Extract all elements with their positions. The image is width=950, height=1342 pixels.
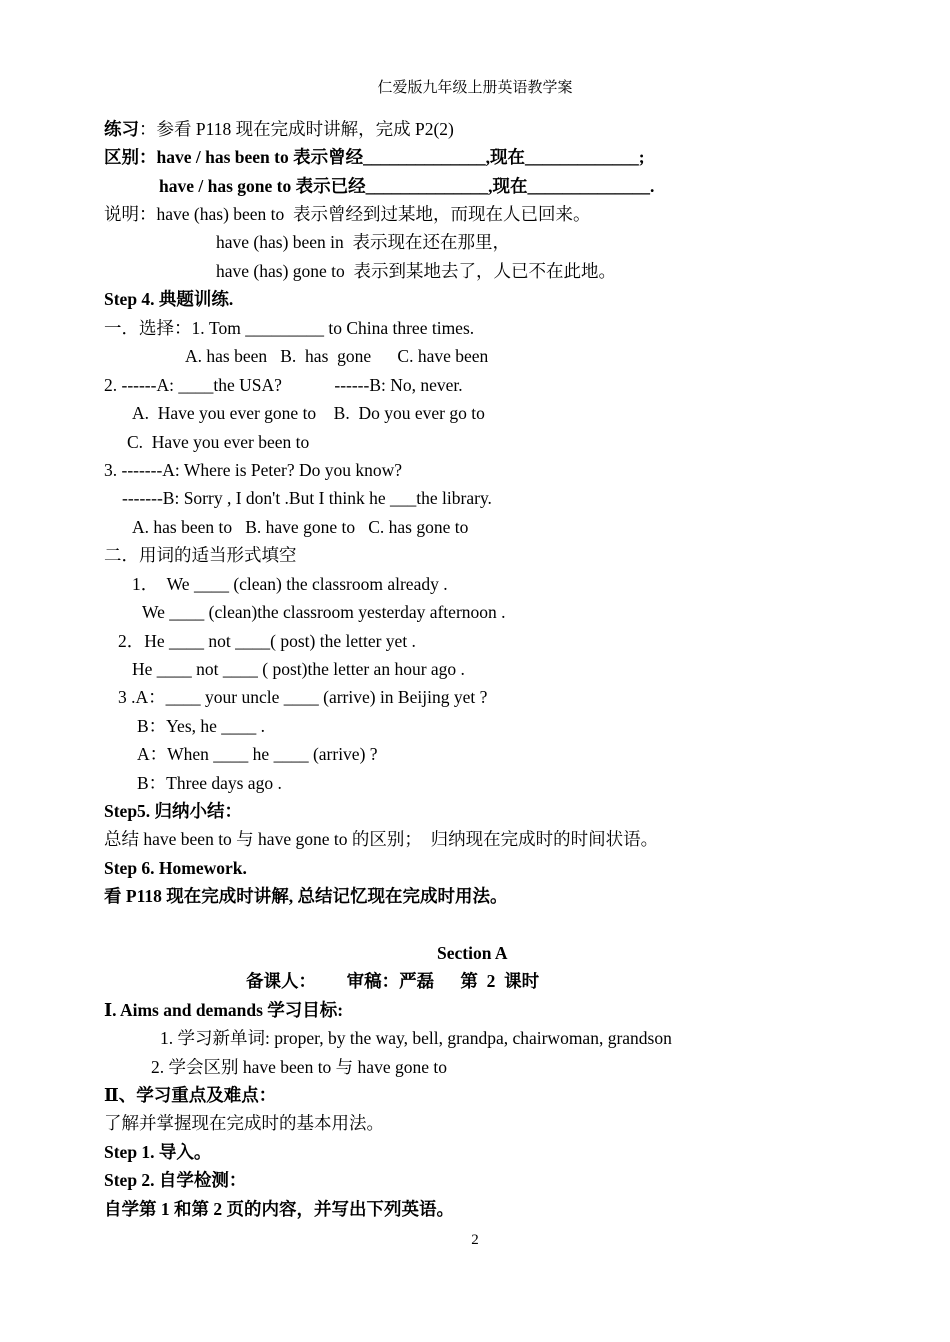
- difference-line-1: [104, 146, 645, 168]
- fill-in-line-6: B：Yes, he ____ .: [137, 716, 266, 736]
- step5-title: Step5. 归纳小结：: [104, 801, 243, 821]
- fill-in-line-5: 3 .A：____ your uncle ____ (arrive) in Beijing yet ?: [118, 687, 488, 707]
- fill-in-line-2: We ____ (clean)the classroom yesterday afternoon .: [142, 602, 506, 622]
- step6-text: 看 P118 现在完成时讲解, 总结记忆现在完成时用法。: [104, 886, 508, 906]
- fill-in-line-1: 1． We ____ (clean) the classroom already .: [132, 574, 448, 594]
- difference-line1-blank2: _____________: [524, 147, 639, 167]
- practice-text: ：参看 P118 现在完成时讲解，完成 P2(2): [139, 119, 454, 139]
- explanation-line-3: have (has) gone to 表示到某地去了，人已不在此地。: [216, 261, 617, 281]
- step4-title: Step 4. 典题训练.: [104, 289, 234, 309]
- choice-question-1-options: A. has been B. has gone C. have been: [185, 346, 489, 366]
- section-title: Section A: [437, 943, 508, 963]
- fill-in-line-7: A：When ____ he ____ (arrive) ?: [137, 744, 378, 764]
- difference-line2-blank2: ______________: [527, 176, 650, 196]
- choice-question-3-a: 3. -------A: Where is Peter? Do you know?: [104, 460, 403, 480]
- choice-question-3-options: A. has been to B. have gone to C. has gone to: [132, 517, 469, 537]
- difference-label: 区别：: [104, 147, 157, 167]
- step2-text: 自学第 1 和第 2 页的内容，并写出下列英语。: [104, 1199, 454, 1219]
- aims-item-2: 2. 学会区别 have been to 与 have gone to: [151, 1057, 447, 1077]
- choice-question-3-b: -------B: Sorry , I don't .But I think he ___the library.: [122, 488, 492, 508]
- practice-label: 练习: [104, 119, 139, 139]
- fill-in-line-3: 2．He ____ not ____( post) the letter yet .: [118, 631, 416, 651]
- difference-line1-end: ;: [638, 147, 645, 167]
- difference-line2-b: ,现在: [488, 176, 528, 196]
- choice-question-2-options-b: C. Have you ever been to: [127, 432, 310, 452]
- key-points-text: 了解并掌握现在完成时的基本用法。: [104, 1113, 384, 1133]
- fill-in-line-4: He ____ not ____ ( post)the letter an hour ago .: [132, 659, 465, 679]
- practice-line: [104, 118, 454, 140]
- page-number: 2: [471, 1232, 479, 1248]
- difference-line1-a: have / has been to 表示曾经: [156, 147, 364, 167]
- step1-title: Step 1. 导入。: [104, 1142, 212, 1162]
- fill-in-line-8: B：Three days ago .: [137, 773, 282, 793]
- explanation-line-2: have (has) been in 表示现在还在那里，: [216, 232, 511, 252]
- aims-item-1: 1. 学习新单词: proper, by the way, bell, grandpa, chairwoman, grandson: [160, 1028, 672, 1048]
- difference-line2-end: .: [649, 176, 655, 196]
- difference-line1-blank1: ______________: [363, 147, 486, 167]
- fill-in-title: 二．用词的适当形式填空: [104, 545, 297, 565]
- page-header: 仁爱版九年级上册英语教学案: [377, 80, 573, 96]
- step5-text: 总结 have been to 与 have gone to 的区别； 归纳现在完成时的时间状语。: [104, 829, 659, 849]
- step2-title: Step 2. 自学检测：: [104, 1170, 247, 1190]
- difference-line2-blank1: ______________: [365, 176, 489, 196]
- choice-question-2: 2. ------A: ____the USA? ------B: No, never.: [104, 375, 463, 395]
- step6-title: Step 6. Homework.: [104, 858, 247, 878]
- aims-title: Ⅰ. Aims and demands 学习目标:: [104, 1000, 344, 1020]
- section-meta: 备课人： 审稿：严磊 第 2 课时: [246, 971, 540, 991]
- difference-line2-a: have / has gone to 表示已经: [159, 176, 366, 196]
- key-points-title: Ⅱ、学习重点及难点：: [104, 1085, 277, 1105]
- difference-line-2: [159, 175, 654, 197]
- explanation-line-1: 说明：have (has) been to 表示曾经到过某地，而现在人已回来。: [104, 204, 591, 224]
- choice-question-2-options-a: A. Have you ever gone to B. Do you ever go to: [132, 403, 485, 423]
- difference-line1-b: ,现在: [485, 147, 525, 167]
- choice-question-1: 一．选择：1. Tom _________ to China three times.: [104, 318, 475, 338]
